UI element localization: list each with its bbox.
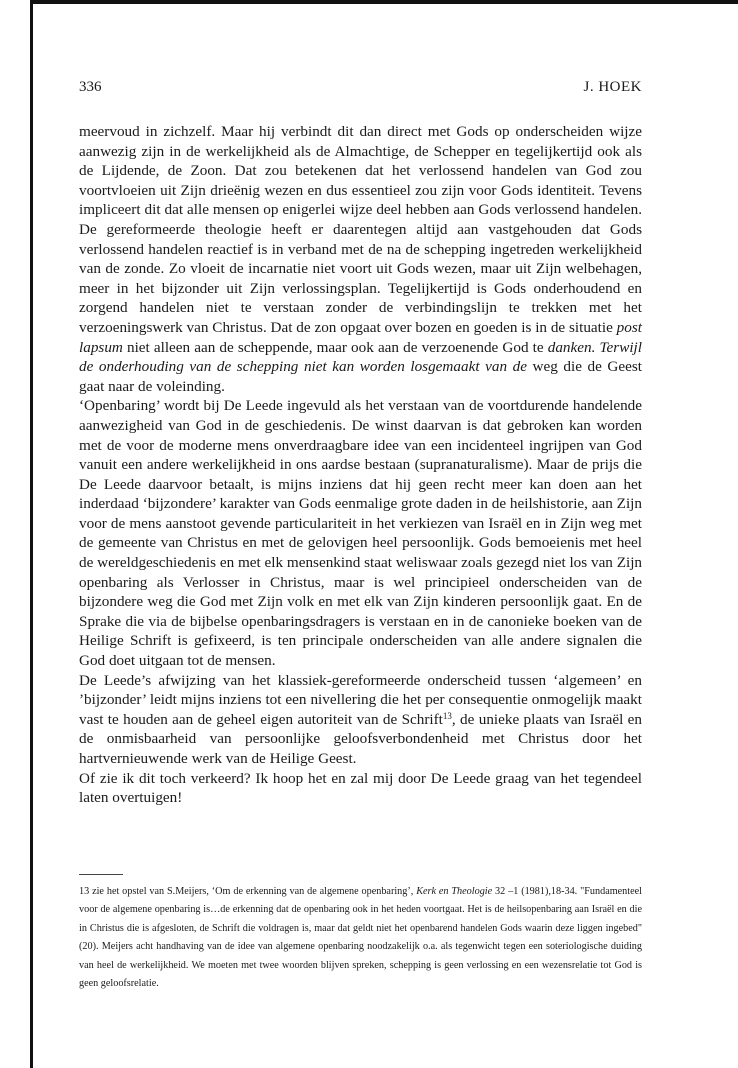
paragraph-1-text-b: niet alleen aan de scheppende, maar ook aan de verzoenende God te [122, 338, 548, 356]
page-top-border [30, 0, 738, 4]
footnote-text-b: 32 –1 (1981),18-34. "Fundamenteel voor de algemene openbaring is…de erkenning dat de openbaring ook in het heden voortgaat. Het is de heilsopenbaring aan Israël en die in Christus die is afgesloten, de Schrift die voldragen is, maar dat geldt niet het openbarend handelen Gods waarin deze liggen ingebed" (20). Meijers acht handhaving van de idee van algemene openbaring noodzakelijk o.a. als tegenwicht tegen een soteriologische duiding van heel de werkelijkheid. We moeten met twee woorden blijven spreken, schepping is geen verlossing en een wezensrelatie tot God is geen geloofsrelatie. [79, 886, 642, 990]
paragraph-2: ‘Openbaring’ wordt bij De Leede ingevuld als het verstaan van de voortdurende handelende aanwezigheid van God in de geschiedenis. De winst daarvan is dat gebroken kan worden met de voor de moderne mens onverdraagbare idee van een incidenteel ingrijpen van God vanuit een andere werkelijkheid in ons aardse bestaan (supranaturalisme). Maar de prijs die De Leede daarvoor betaalt, is mijns inziens dat hij geen recht meer kan doen aan het inderdaad ‘bijzondere’ karakter van Gods eenmalige grote daden in de heilshistorie, aan Zijn voor de mens aanstoot gevende particulariteit in het verkiezen van Israël en in Zijn weg met de gemeente van Christus en met de gelovigen heel persoonlijk. Gods bemoeienis met heel de wereldgeschiedenis en met elk mensenkind staat weliswaar zoals gezegd niet los van Zijn openbaring als Verlosser in Christus, maar is wel principieel onderscheiden van de bijzondere weg die God met Zijn volk en met elk van Zijn kinderen persoonlijk gaat. En de Sprake die via de bijbelse openbaringsdragers is verstaan en in de canonieke boeken van de Heilige Schrift is gefixeerd, is ten principale onderscheiden van alle andere signalen die God doet uitgaan tot de mensen. [79, 397, 643, 670]
footnote-journal-title: Kerk en Theologie [416, 886, 493, 897]
paragraph-1-italic-sentence: danken. Terwijl de onderhouding van de schepping niet kan worden losgemaakt van de [79, 338, 642, 376]
paragraph-3-text-b: , de unieke plaats van Israël en de onmisbaarheid van persoonlijke geloofsverbondenheid met Christus door het hartvernieuwende werk van de Heilige Geest. [79, 710, 642, 767]
paragraph-1-italic-post-lapsum: post lapsum [79, 318, 642, 356]
paragraph-4: Of zie ik dit toch verkeerd? Ik hoop het en zal mij door De Leede graag van het tegendeel laten overtuigen! [79, 769, 642, 807]
paragraph-1-text-c: weg die de Geest gaat naar de voleinding. [79, 358, 642, 395]
paragraph-1 [79, 122, 642, 396]
paragraph-1-text-a: meervoud in zichzelf. Maar hij verbindt dit dan direct met Gods op onderscheiden wijze aanwezig zijn in de werkelijkheid als de Almachtige, de Schepper en tegelijkertijd ook als de Lijdende, de Zoon. Dat zou betekenen dat het verlossend handelen van God zou voortvloeien uit Zijn drieënig wezen en dus essentieel zou zijn voor Gods identiteit. Tevens impliceert dit dat alle mensen op enigerlei wijze deel hebben aan Gods verlossend handelen. De gereformeerde theologie heeft er daarentegen altijd aan vastgehouden dat Gods verlossend handelen reactief is in verband met de na de schepping ingetreden werkelijkheid van de zonde. Zo vloeit de incarnatie niet voort uit Gods wezen, maar uit Zijn welbehagen, meer in het bijzonder uit Zijn verlossingsplan. Tegelijkertijd is Gods onderhoudend en zorgend handelen niet te verstaan zonder de verbindingslijn te trekken met het verzoeningswerk van Christus. Dat de zon opgaat over bozen en goeden is in de situatie [79, 123, 642, 336]
page-left-border [30, 0, 33, 1068]
paragraph-3 [79, 671, 642, 769]
page-header [79, 79, 642, 99]
footnote-reference-13[interactable]: 13 [442, 710, 452, 721]
page-number: 336 [79, 79, 102, 95]
footnote-divider [79, 874, 123, 875]
footnote-number: 13 [79, 886, 90, 897]
footnote-13 [79, 883, 642, 993]
body-text [79, 122, 642, 808]
running-head: J. HOEK [583, 79, 642, 95]
paragraph-3-text-a: De Leede’s afwijzing van het klassiek-gereformeerde onderscheid tussen ‘algemeen’ en ’bijzonder’ leidt mijns inziens tot een nivellering die het per consequentie onmogelijk maakt vast te houden aan de geheel eigen autoriteit van de Schrift [79, 671, 642, 728]
footnote-text-a: zie het opstel van S.Meijers, ‘Om de erkenning van de algemene openbaring’, [89, 886, 417, 897]
